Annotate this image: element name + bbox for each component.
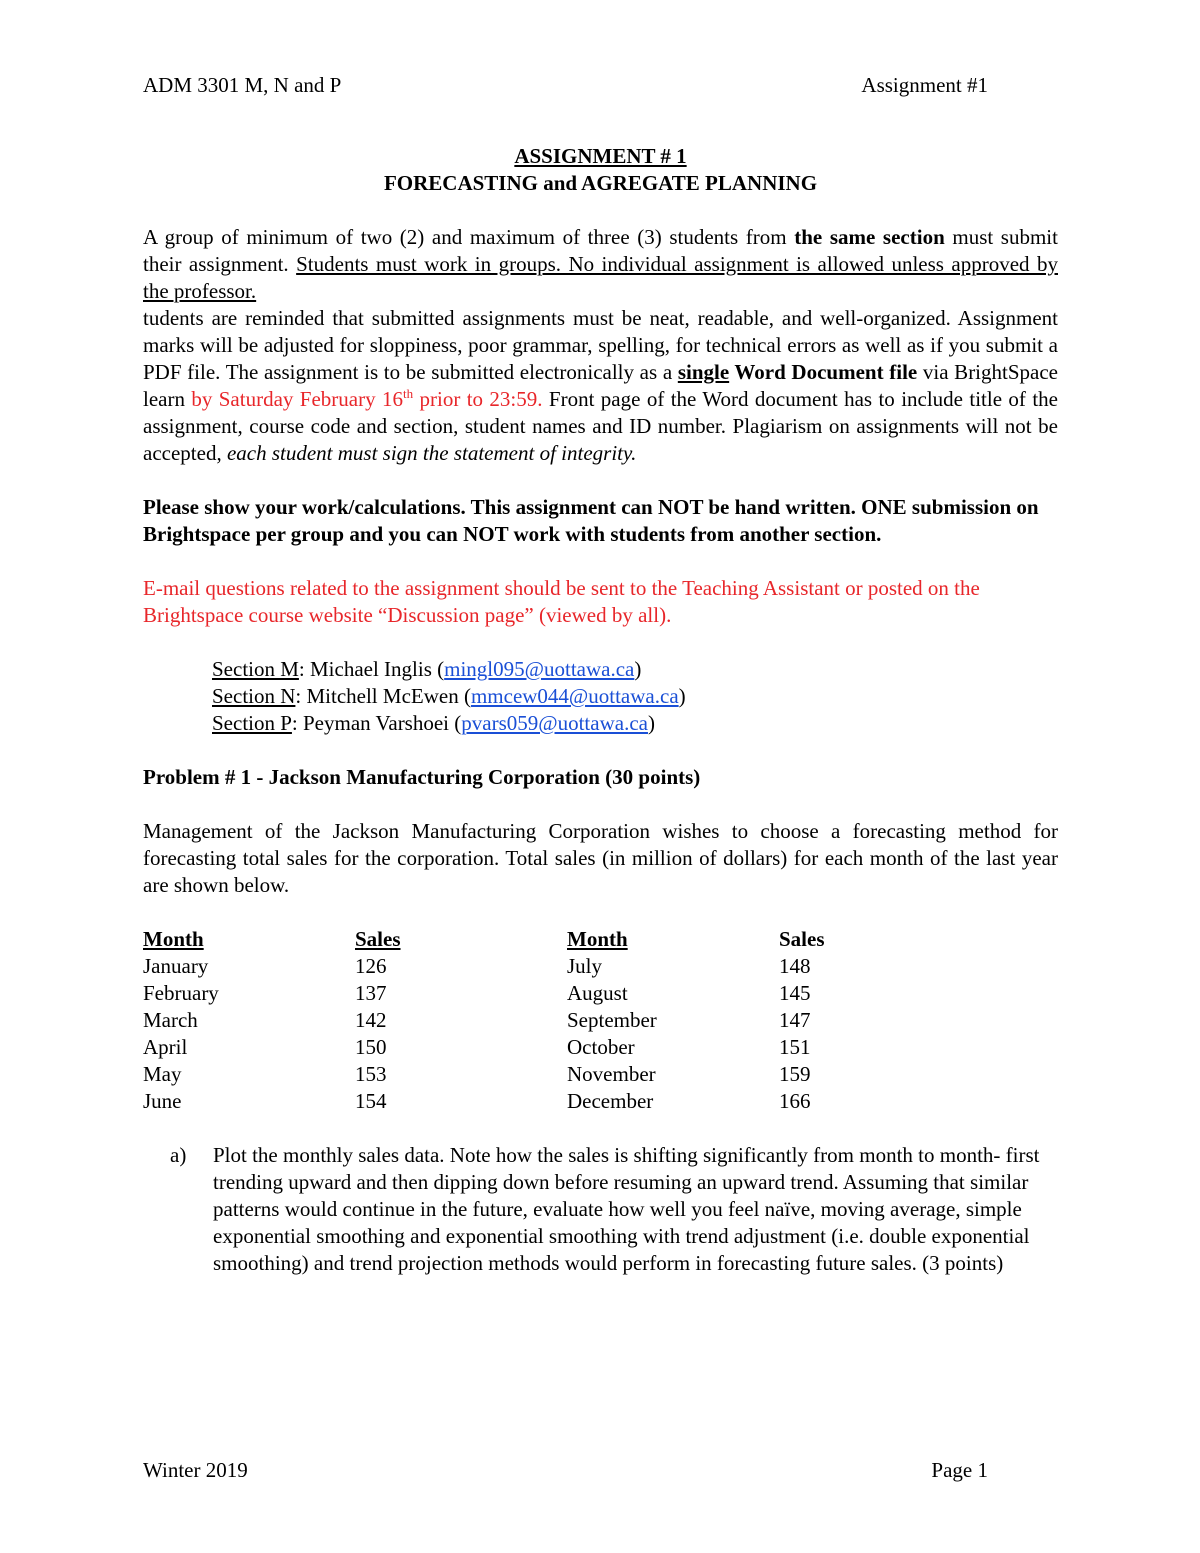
assignment-title: ASSIGNMENT # 1	[514, 144, 687, 168]
col-header: Sales	[779, 927, 825, 951]
table-row: February 137 August 145	[143, 981, 811, 1005]
email-link[interactable]: pvars059@uottawa.ca	[461, 711, 648, 735]
contact-section-m: Section M: Michael Inglis (mingl095@uottawa.ca)	[212, 657, 642, 681]
col-header: Month	[567, 927, 628, 951]
deadline: by Saturday February 16th prior to 23:59.	[191, 386, 543, 411]
sales-table	[143, 926, 839, 1115]
contact-section-n: Section N: Mitchell McEwen (mmcew044@uottawa.ca)	[212, 684, 686, 708]
email-notice: E-mail questions related to the assignment should be sent to the Teaching Assistant or posted on the Brightspace course website “Discussion page” (viewed by all).	[143, 576, 980, 627]
table-row: April 150 October 151	[143, 1035, 811, 1059]
header-course: ADM 3301 M, N and P	[143, 73, 342, 97]
table-row: March 142 September 147	[143, 1008, 811, 1032]
footer-term: Winter 2019	[143, 1458, 248, 1482]
header-assignment: Assignment #1	[861, 73, 988, 97]
email-link[interactable]: mingl095@uottawa.ca	[444, 657, 635, 681]
problem-heading: Problem # 1 - Jackson Manufacturing Corporation (30 points)	[143, 765, 701, 789]
question-text: Plot the monthly sales data. Note how the sales is shifting significantly from month to month- first trending upward and then dipping down before resuming an upward trend. Assuming that similar patterns would continue in the future, evaluate how well you feel naïve, moving average, simple exponential smoothing and exponential smoothing with trend adjustment (i.e. double exponential smoothing) and trend projection methods would perform in forecasting future sales. (3 points)	[213, 1143, 1040, 1275]
question-a	[143, 1142, 1058, 1277]
col-header: Month	[143, 927, 204, 951]
assignment-subtitle: FORECASTING and AGREGATE PLANNING	[383, 171, 818, 195]
contact-section-p: Section P: Peyman Varshoei (pvars059@uottawa.ca)	[212, 711, 655, 735]
question-label: a)	[170, 1143, 187, 1167]
ta-contacts	[143, 656, 1058, 737]
table-row: June 154 December 166	[143, 1089, 811, 1113]
submission-notice: Please show your work/calculations. This assignment can NOT be hand written. ONE submission on Brightspace per group and you can NOT work with students from another section.	[143, 495, 1039, 546]
footer-page-number: Page 1	[931, 1458, 988, 1482]
col-header: Sales	[355, 927, 401, 951]
table-header-row	[143, 926, 839, 953]
problem-description: Management of the Jackson Manufacturing Corporation wishes to choose a forecasting method for forecasting total sales for the corporation. Total sales (in million of dollars) for each month of the last year are shown below.	[143, 819, 1058, 897]
table-row: May 153 November 159	[143, 1062, 811, 1086]
document-body	[143, 143, 1058, 1277]
intro-paragraph-2: tudents are reminded that submitted assignments must be neat, readable, and well-organized. Assignment marks will be adjusted for sloppiness, poor grammar, spelling, for technical errors as well as if you submit a PDF file. The assignment is to be submitted electronically as a single Word Document file via BrightSpace learn by Saturday February 16th prior to 23:59. Front page of the Word document has to include title of the assignment, course code and section, student names and ID number. Plagiarism on assignments will not be accepted, each student must sign the statement of integrity.	[143, 306, 1058, 465]
table-row: January 126 July 148	[143, 954, 811, 978]
intro-paragraph-1: A group of minimum of two (2) and maximum of three (3) students from the same section must submit their assignment. Students must work in groups. No individual assignment is allowed unless approved by the professor.	[143, 225, 1058, 303]
email-link[interactable]: mmcew044@uottawa.ca	[470, 684, 679, 708]
